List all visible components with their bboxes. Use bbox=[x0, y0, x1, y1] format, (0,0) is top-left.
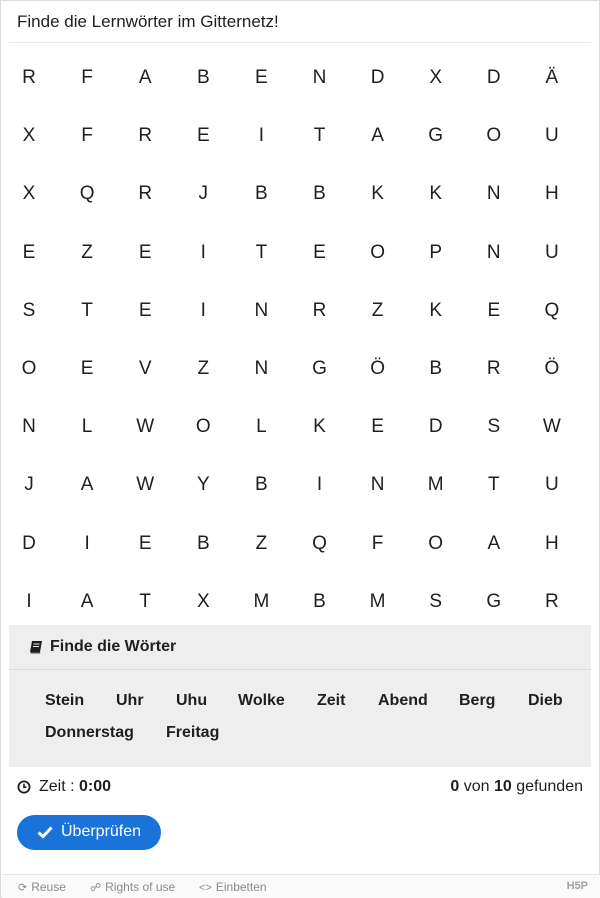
grid-cell[interactable]: X bbox=[22, 125, 36, 147]
grid-cell[interactable]: S bbox=[429, 590, 443, 612]
grid-cell[interactable]: E bbox=[22, 241, 36, 263]
grid-cell[interactable]: H bbox=[545, 183, 559, 205]
grid-cell[interactable]: Q bbox=[79, 183, 95, 205]
grid-cell[interactable]: T bbox=[81, 299, 93, 321]
grid-cell[interactable]: H bbox=[545, 532, 559, 554]
grid-cell[interactable]: I bbox=[26, 590, 32, 612]
found-suffix: gefunden bbox=[511, 778, 583, 795]
grid-cell[interactable]: G bbox=[486, 590, 502, 612]
grid-row bbox=[1, 165, 600, 223]
title-divider bbox=[9, 42, 591, 43]
grid-cell[interactable]: Ö bbox=[544, 358, 560, 379]
found-counter bbox=[450, 777, 583, 797]
grid-cell[interactable]: D bbox=[370, 67, 385, 88]
grid-cell[interactable]: R bbox=[312, 299, 327, 321]
grid-cell[interactable]: O bbox=[428, 532, 444, 554]
grid-cell[interactable]: N bbox=[486, 183, 501, 205]
grid-cell[interactable]: Ä bbox=[545, 67, 559, 88]
task-title: Finde die Lernwörter im Gitternetz! bbox=[17, 12, 279, 31]
h5p-logo[interactable]: H5P bbox=[566, 880, 588, 892]
grid-cell[interactable]: B bbox=[313, 183, 326, 205]
found-of-label: von bbox=[459, 778, 495, 795]
grid-cell[interactable]: R bbox=[138, 183, 153, 205]
word-list-item: Uhr bbox=[116, 692, 144, 709]
grid-cell[interactable]: N bbox=[370, 474, 385, 496]
clock-icon bbox=[17, 780, 31, 794]
grid-cell[interactable]: G bbox=[428, 125, 444, 147]
word-list-panel bbox=[9, 625, 591, 767]
reuse-label: Reuse bbox=[31, 880, 66, 894]
grid-row bbox=[1, 573, 600, 631]
check-button[interactable] bbox=[17, 815, 161, 850]
grid-cell[interactable]: F bbox=[81, 125, 93, 147]
grid-cell[interactable]: X bbox=[22, 183, 36, 205]
grid-cell[interactable]: W bbox=[136, 474, 155, 496]
grid-cell[interactable]: J bbox=[24, 474, 34, 496]
grid-cell[interactable]: S bbox=[22, 299, 36, 321]
grid-cell[interactable]: L bbox=[256, 416, 267, 438]
grid-cell[interactable]: F bbox=[81, 67, 93, 88]
grid-cell[interactable]: E bbox=[255, 67, 268, 88]
embed-link[interactable] bbox=[199, 880, 267, 894]
grid-cell[interactable]: R bbox=[22, 67, 36, 88]
grid-cell[interactable]: O bbox=[195, 416, 211, 438]
word-list-heading: Finde die Wörter bbox=[50, 638, 177, 655]
grid-row bbox=[1, 398, 600, 456]
grid-cell[interactable]: U bbox=[545, 125, 559, 147]
grid-cell[interactable]: Q bbox=[544, 299, 560, 321]
grid-cell[interactable]: X bbox=[196, 590, 210, 612]
grid-cell[interactable]: K bbox=[371, 183, 384, 205]
grid-cell[interactable]: N bbox=[254, 299, 269, 321]
grid-cell[interactable]: K bbox=[429, 183, 443, 205]
rights-label: Rights of use bbox=[105, 880, 176, 894]
grid-row bbox=[1, 456, 600, 514]
grid-cell[interactable]: K bbox=[313, 416, 326, 438]
grid-cell[interactable]: A bbox=[138, 67, 152, 88]
grid-cell[interactable]: B bbox=[313, 590, 326, 612]
word-list-header bbox=[9, 625, 591, 670]
grid-cell[interactable]: F bbox=[371, 532, 384, 554]
grid-cell[interactable]: D bbox=[428, 416, 443, 438]
grid-cell[interactable]: P bbox=[429, 241, 443, 263]
grid-cell[interactable]: U bbox=[545, 241, 559, 263]
grid-cell[interactable]: Y bbox=[196, 474, 210, 496]
timer-value: 0:00 bbox=[79, 778, 112, 795]
grid-row bbox=[1, 107, 600, 165]
word-list-item: Donnerstag bbox=[45, 724, 134, 741]
timer-label: Zeit : bbox=[39, 778, 80, 795]
grid-cell[interactable]: E bbox=[487, 299, 501, 321]
grid-cell[interactable]: D bbox=[486, 67, 501, 88]
grid-cell[interactable]: U bbox=[545, 474, 559, 496]
grid-cell[interactable]: T bbox=[255, 241, 268, 263]
embed-label: Einbetten bbox=[215, 880, 267, 894]
grid-cell[interactable]: A bbox=[80, 590, 94, 612]
grid-cell[interactable]: J bbox=[198, 183, 209, 205]
grid-cell[interactable]: I bbox=[316, 474, 323, 496]
grid-cell[interactable]: N bbox=[312, 67, 327, 88]
grid-cell[interactable]: A bbox=[487, 532, 501, 554]
book-icon bbox=[29, 640, 43, 654]
grid-row bbox=[1, 224, 600, 282]
word-list-item: Wolke bbox=[238, 692, 285, 709]
grid-cell[interactable]: B bbox=[196, 67, 210, 88]
grid-cell[interactable]: E bbox=[138, 241, 152, 263]
footer-bar bbox=[2, 874, 600, 898]
grid-cell[interactable]: W bbox=[136, 416, 155, 438]
grid-cell[interactable]: V bbox=[138, 358, 152, 379]
grid-cell[interactable]: Q bbox=[312, 532, 327, 554]
grid-cell[interactable]: E bbox=[371, 416, 384, 438]
grid-row bbox=[1, 49, 600, 107]
code-icon: <> bbox=[199, 882, 212, 894]
grid-cell[interactable]: B bbox=[196, 532, 210, 554]
grid-cell[interactable]: S bbox=[487, 416, 501, 438]
grid-cell[interactable]: O bbox=[21, 358, 37, 379]
checkmark-icon bbox=[37, 825, 53, 839]
check-button-label: Überprüfen bbox=[61, 823, 142, 840]
grid-cell[interactable]: M bbox=[427, 474, 444, 496]
grid-cell[interactable]: R bbox=[545, 590, 559, 612]
grid-cell[interactable]: N bbox=[254, 358, 269, 379]
grid-cell[interactable]: B bbox=[255, 183, 268, 205]
word-list-item: Stein bbox=[45, 692, 85, 709]
grid-cell[interactable]: A bbox=[371, 125, 384, 147]
grid-cell[interactable]: M bbox=[253, 590, 270, 612]
grid-cell[interactable]: I bbox=[200, 241, 206, 263]
word-list-item: Berg bbox=[459, 692, 496, 709]
grid-cell[interactable]: B bbox=[429, 358, 443, 379]
grid-cell[interactable]: B bbox=[255, 474, 268, 496]
grid-row bbox=[1, 282, 600, 340]
grid-cell[interactable]: X bbox=[429, 67, 443, 88]
grid-cell[interactable]: E bbox=[196, 125, 210, 147]
grid-cell[interactable]: N bbox=[22, 416, 36, 438]
grid-cell[interactable]: I bbox=[200, 299, 206, 321]
grid-cell[interactable]: O bbox=[370, 241, 385, 263]
found-count: 0 bbox=[450, 778, 460, 795]
word-list-item: Freitag bbox=[166, 724, 220, 741]
word-list-item: Dieb bbox=[528, 692, 563, 709]
grid-cell[interactable]: R bbox=[486, 358, 501, 379]
grid-row bbox=[1, 340, 600, 398]
grid-cell[interactable]: T bbox=[313, 125, 326, 147]
grid-cell[interactable]: L bbox=[81, 416, 93, 438]
reuse-icon: ⟳ bbox=[18, 882, 28, 894]
grid-cell[interactable]: N bbox=[486, 241, 501, 263]
grid-cell[interactable]: A bbox=[80, 474, 94, 496]
grid-cell[interactable]: M bbox=[369, 590, 386, 612]
found-total: 10 bbox=[494, 778, 512, 795]
grid-cell[interactable]: I bbox=[84, 532, 90, 554]
grid-cell[interactable]: I bbox=[258, 125, 265, 147]
grid-cell[interactable]: O bbox=[486, 125, 502, 147]
handshake-icon: ☍ bbox=[90, 882, 102, 894]
grid-cell[interactable]: Ö bbox=[370, 358, 385, 379]
grid-cell[interactable]: R bbox=[138, 125, 153, 147]
grid-cell[interactable]: W bbox=[542, 416, 561, 438]
rights-of-use-link[interactable] bbox=[90, 880, 175, 894]
word-list-item: Uhu bbox=[176, 692, 208, 709]
grid-cell[interactable]: Z bbox=[197, 358, 210, 379]
grid-cell[interactable]: D bbox=[22, 532, 36, 554]
grid-cell[interactable]: G bbox=[312, 358, 327, 379]
grid-cell[interactable]: E bbox=[138, 532, 152, 554]
grid-cell[interactable]: Z bbox=[81, 241, 93, 263]
grid-cell[interactable]: T bbox=[487, 474, 500, 496]
word-list-item: Zeit bbox=[317, 692, 346, 709]
grid-cell[interactable]: Z bbox=[255, 532, 268, 554]
grid-row bbox=[1, 515, 600, 573]
grid-cell[interactable]: K bbox=[429, 299, 443, 321]
grid-cell[interactable]: Z bbox=[371, 299, 384, 321]
grid-cell[interactable]: T bbox=[139, 590, 151, 612]
grid-cell[interactable]: E bbox=[313, 241, 326, 263]
grid-cell[interactable]: E bbox=[138, 299, 152, 321]
word-list-item: Abend bbox=[378, 692, 428, 709]
reuse-link[interactable] bbox=[18, 880, 66, 894]
grid-cell[interactable]: E bbox=[80, 358, 94, 379]
